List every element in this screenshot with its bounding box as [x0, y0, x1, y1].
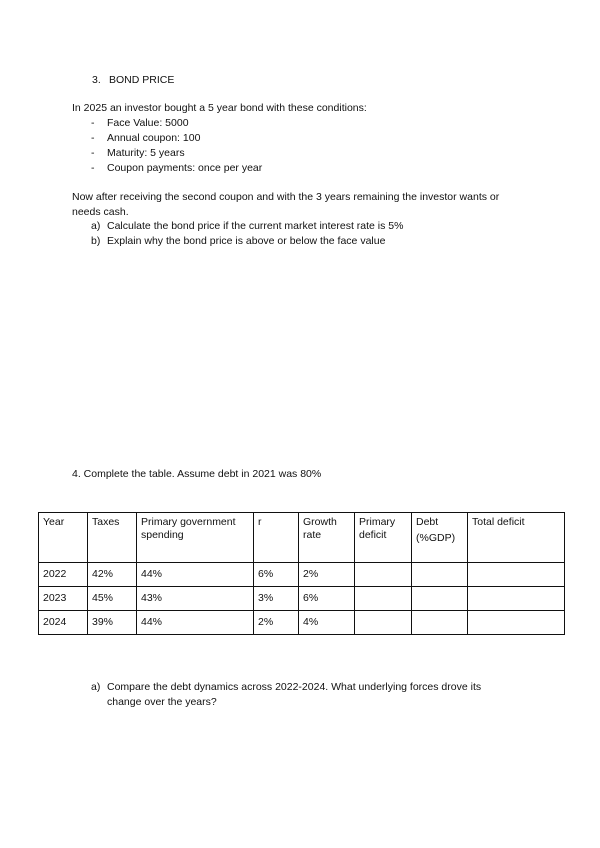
cell-r: 2% [254, 611, 299, 635]
condition-text: Coupon payments: once per year [107, 162, 263, 174]
cell-total-deficit [468, 563, 565, 587]
cell-primary-deficit [355, 587, 412, 611]
cell-primary-deficit [355, 611, 412, 635]
cell-debt [412, 587, 468, 611]
cell-taxes: 39% [88, 611, 137, 635]
scenario-line-1: Now after receiving the second coupon and with the 3 years remaining the investor wants or [72, 191, 500, 203]
section4-title: 4. Complete the table. Assume debt in 2021 was 80% [72, 468, 322, 480]
question-line-2: change over the years? [107, 696, 217, 708]
question-text: Explain why the bond price is above or below the face value [107, 235, 386, 247]
debt-table [38, 512, 565, 635]
dash-bullet: - [91, 117, 95, 129]
section3-title: BOND PRICE [109, 74, 175, 86]
header-spending-line2: spending [141, 529, 184, 541]
header-taxes: Taxes [88, 513, 137, 563]
cell-taxes: 42% [88, 563, 137, 587]
dash-bullet: - [91, 147, 95, 159]
cell-debt [412, 563, 468, 587]
condition-text: Face Value: 5000 [107, 117, 189, 129]
header-deficit-line1: Primary [359, 516, 396, 528]
scenario-line-2: needs cash. [72, 206, 129, 218]
header-debt-line2: (%GDP) [416, 532, 456, 544]
cell-growth: 2% [299, 563, 355, 587]
condition-text: Maturity: 5 years [107, 147, 185, 159]
question-label: a) [91, 220, 101, 232]
cell-primary-deficit [355, 563, 412, 587]
dash-bullet: - [91, 162, 95, 174]
question-text: Calculate the bond price if the current market interest rate is 5% [107, 220, 404, 232]
cell-year: 2023 [39, 587, 88, 611]
table-row [39, 563, 565, 587]
cell-debt [412, 611, 468, 635]
question-label: a) [91, 681, 101, 693]
cell-total-deficit [468, 587, 565, 611]
header-deficit-line2: deficit [359, 529, 387, 541]
dash-bullet: - [91, 132, 95, 144]
header-year: Year [39, 513, 88, 563]
header-debt [412, 513, 468, 563]
header-debt-line1: Debt [416, 516, 439, 528]
section3-number: 3. [92, 74, 101, 86]
cell-total-deficit [468, 611, 565, 635]
question-label: b) [91, 235, 101, 247]
header-growth [299, 513, 355, 563]
header-r: r [254, 513, 299, 563]
cell-year: 2022 [39, 563, 88, 587]
cell-year: 2024 [39, 611, 88, 635]
cell-spending: 44% [137, 563, 254, 587]
cell-growth: 4% [299, 611, 355, 635]
cell-spending: 44% [137, 611, 254, 635]
header-spending-line1: Primary government [141, 516, 236, 528]
header-growth-line1: Growth [303, 516, 337, 528]
cell-spending: 43% [137, 587, 254, 611]
header-spending [137, 513, 254, 563]
condition-text: Annual coupon: 100 [107, 132, 201, 144]
header-total-deficit: Total deficit [468, 513, 565, 563]
table-header-row [39, 513, 565, 563]
cell-taxes: 45% [88, 587, 137, 611]
question-line-1: Compare the debt dynamics across 2022-2024. What underlying forces drove its [107, 681, 482, 693]
header-growth-line2: rate [303, 529, 322, 541]
cell-growth: 6% [299, 587, 355, 611]
section3-intro: In 2025 an investor bought a 5 year bond with these conditions: [72, 102, 367, 114]
cell-r: 6% [254, 563, 299, 587]
cell-r: 3% [254, 587, 299, 611]
table-row [39, 587, 565, 611]
header-primary-deficit [355, 513, 412, 563]
table-row [39, 611, 565, 635]
